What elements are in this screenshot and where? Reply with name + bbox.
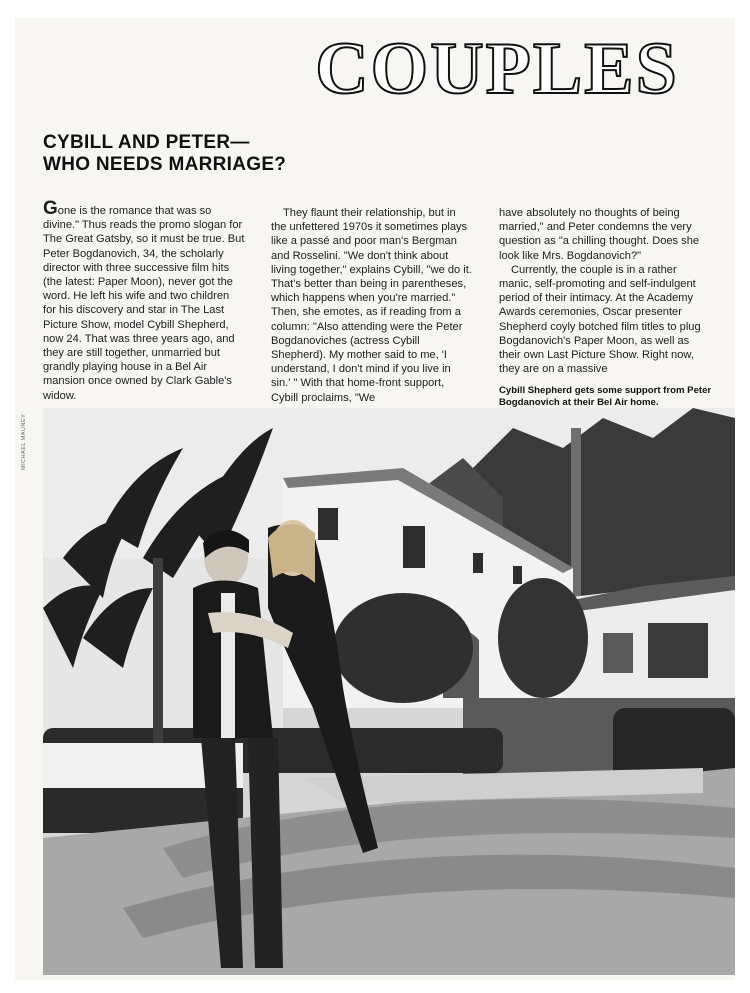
masthead-title: COUPLES (315, 28, 679, 110)
photo-credit: MICHAEL MAUNEY (21, 413, 27, 470)
feature-photo (43, 408, 735, 975)
article-column-3 (499, 206, 701, 376)
column-3-paragraph-1: have absolutely no thoughts of being married," and Peter condemns the very question as "a chilling thought. Does she look like Mrs. Bogdanovich?" (499, 207, 700, 262)
column-1-text: one is the romance that was so divine." Thus reads the promo slogan for The Great Gatsby, so it must be true. But Peter Bogdanovich, 34, the scholarly director with three successive film hits (the latest: Paper Moon), never got the word. He left his wife and two children for his discovery and star in The Last Picture Show, model Cybill Shepherd, now 24. That was three years ago, and they are still together, unmarried but grandly playing house in a Bel Air mansion once owned by Clark Gable's widow. (43, 205, 245, 402)
headline (43, 132, 463, 176)
column-2-text: They flaunt their relationship, but in the unfettered 1970s it sometimes plays like a passé and poor man's Bergman and Rosselini. "We don't think about living together," explains Cybill, "we do it. That's better than being in parentheses, which happens when you're married." Then, she emotes, as if reading from a column: "Also attending were the Peter Bogdanoviches (actress Cybill Shepherd). My mother said to me, 'I understand, I don't mind if you live in sin.' " With that home-front support, Cybill proclaims, "We (271, 207, 472, 404)
headline-line-1: CYBILL AND PETER— (43, 132, 250, 153)
masthead (272, 28, 722, 110)
article-column-2 (271, 206, 473, 405)
article-column-1 (43, 198, 245, 403)
photo-illustration (43, 408, 735, 975)
drop-cap: G (43, 198, 58, 219)
headline-line-2: WHO NEEDS MARRIAGE? (43, 154, 287, 175)
column-3-paragraph-2: Currently, the couple is in a rather manic, self-promoting and self-indulgent period of their intimacy. At the Academy Awards ceremonies, Oscar presenter Shepherd coyly botched film titles to plug Bogdanovich's Paper Moon, as well as their own Last Picture Show. Right now, they are on a massive (499, 263, 701, 376)
photo-caption: Cybill Shepherd gets some support from Peter Bogdanovich at their Bel Air home. (499, 385, 712, 408)
